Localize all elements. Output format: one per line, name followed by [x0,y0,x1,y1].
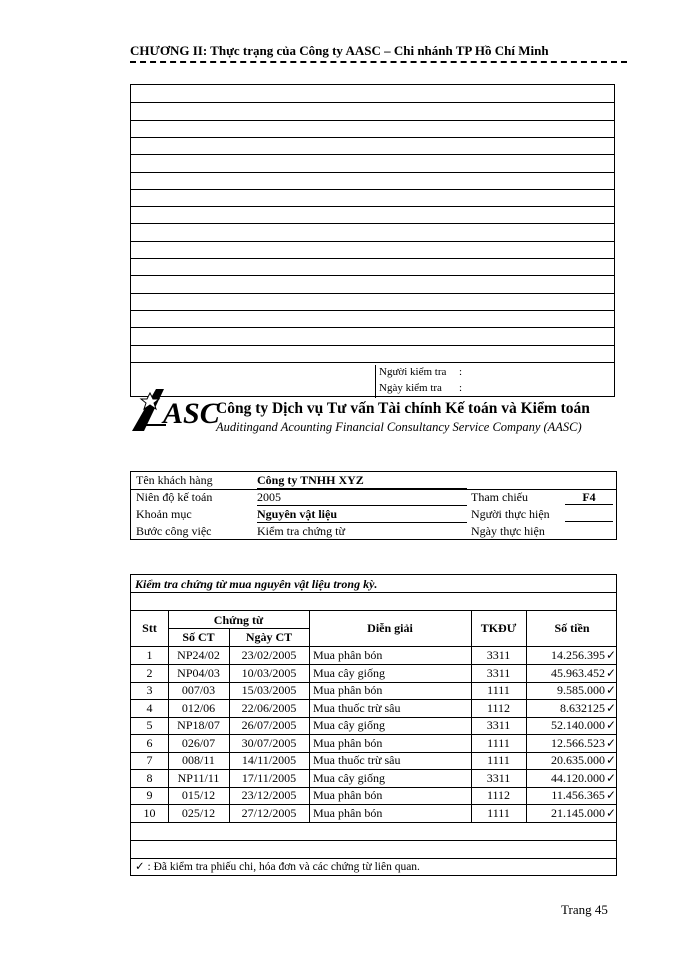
amount-value: 21.145.000 [550,805,605,820]
table-cell-no: 015/12 [181,788,216,802]
ruled-line [131,154,614,155]
table-cell-desc: Mua thuốc trừ sâu [313,700,401,715]
table-cell-acc: 1112 [486,700,511,715]
page-header-title: CHƯƠNG II: Thực trạng của Công ty AASC – Chi nhánh TP Hồ Chí Minh [130,43,549,58]
header-amount: Số tiền [554,621,590,635]
reviewer-row [379,366,463,378]
table-cell-stt: 5 [146,718,153,732]
header-divider [130,61,627,63]
table-cell-date: 22/06/2005 [241,700,297,715]
table-cell-amount [526,752,616,769]
company-name-vi: Công ty Dịch vụ Tư vấn Tài chính Kế toán và Kiểm toán [216,400,590,417]
table-cell-acc: 3311 [486,718,511,732]
table-rule [131,592,616,593]
page-number: Trang 45 [561,902,608,917]
table-cell-no: NP11/11 [177,770,220,785]
table-cell-stt: 3 [146,683,153,697]
review-date-colon: : [459,382,463,394]
table-cell-amount [526,805,616,822]
table-cell-no: NP04/03 [177,665,220,680]
table-cell-date: 23/12/2005 [241,788,297,802]
table-cell-amount [526,787,616,804]
table-cell-amount [526,665,616,682]
table-cell-stt: 9 [146,788,153,802]
table-footnote: ✓ : Đã kiểm tra phiếu chi, hóa đơn và các chứng từ liên quan. [135,861,420,873]
table-rule [131,610,616,611]
table-cell-date: 27/12/2005 [241,805,297,820]
table-cell-no: 012/06 [181,700,216,715]
table-cell-desc: Mua cây giống [313,665,385,680]
header-description: Diễn giải [367,621,413,635]
table-cell-no: NP18/07 [177,718,220,732]
step-label: Bước công việc [136,524,212,538]
table-cell-desc: Mua cây giống [313,718,385,732]
table-cell-no: 026/07 [181,735,216,750]
year-label: Niên độ kế toán [136,490,213,504]
amount-value: 11.456.365 [551,788,605,802]
table-cell-acc: 1112 [486,788,511,802]
header-voucher-date: Ngày CT [245,630,293,644]
amount-value: 52.140.000 [550,718,605,732]
ruled-line [131,327,614,328]
header-account: TKĐƯ [480,621,517,635]
notes-ruled-box [130,84,615,397]
performer-label: Người thực hiện [471,507,550,521]
table-cell-desc: Mua cây giống [313,770,385,785]
table-cell-desc: Mua thuốc trừ sâu [313,753,401,767]
table-title: Kiểm tra chứng từ mua nguyên vật liệu trong kỳ. [135,577,378,591]
table-cell-amount [526,735,616,752]
ruled-line [131,206,614,207]
table-rule [131,822,616,823]
review-divider [375,365,376,398]
purchase-voucher-table [130,574,617,876]
item-value: Nguyên vật liệu [257,507,467,523]
table-cell-date: 30/07/2005 [241,735,297,750]
table-cell-amount [526,717,616,734]
perform-date-value [565,524,613,538]
table-cell-date: 26/07/2005 [241,718,297,732]
step-value: Kiểm tra chứng từ [257,524,345,538]
ruled-line [131,102,614,103]
amount-value: 9.585.000 [556,683,605,697]
company-name-en: Auditingand Acounting Financial Consultancy Service Company (AASC) [216,420,582,434]
table-cell-date: 10/03/2005 [241,665,297,680]
review-date-label: Ngày kiểm tra [379,382,442,394]
header-voucher-no: Số CT [182,630,215,644]
table-cell-acc: 1111 [487,753,510,767]
checkmark-icon: ✓ [605,788,616,802]
table-cell-desc: Mua phân bón [313,683,383,697]
amount-value: 12.566.523 [550,735,605,750]
step-row [131,523,616,540]
table-cell-desc: Mua phân bón [313,648,383,662]
table-rule [131,840,616,841]
ruled-line [131,258,614,259]
ruled-line [131,223,614,224]
amount-value: 20.635.000 [550,753,605,767]
table-cell-amount [526,647,616,664]
ruled-line [131,172,614,173]
amount-value: 45.963.452 [550,665,605,680]
client-info-box [130,471,617,540]
amount-value: 44.120.000 [550,770,605,785]
table-cell-no: NP24/02 [177,648,220,662]
amount-value: 14.256.395 [550,648,605,662]
table-cell-amount [526,700,616,717]
ruled-line [131,241,614,242]
checkmark-icon: ✓ [605,735,616,750]
table-cell-desc: Mua phân bón [313,805,383,820]
table-cell-stt: 7 [146,753,153,767]
client-row [131,472,616,489]
table-cell-no: 025/12 [181,805,216,820]
table-cell-acc: 3311 [486,648,511,662]
table-cell-no: 008/11 [182,753,215,767]
table-rule [168,628,309,629]
table-cell-acc: 1111 [487,805,510,820]
table-cell-stt: 4 [146,700,153,715]
item-row [131,506,616,523]
reference-label: Tham chiếu [471,490,528,504]
checkmark-icon: ✓ [605,648,616,662]
year-row [131,489,616,506]
ruled-line [131,293,614,294]
ruled-line [131,362,614,363]
table-cell-date: 14/11/2005 [241,753,297,767]
table-cell-stt: 8 [146,770,153,785]
ruled-line [131,310,614,311]
checkmark-icon: ✓ [605,718,616,732]
ruled-line [131,345,614,346]
header-voucher: Chứng từ [213,613,264,627]
table-cell-date: 15/03/2005 [241,683,297,697]
table-cell-desc: Mua phân bón [313,788,383,802]
table-cell-amount [526,682,616,699]
table-cell-date: 23/02/2005 [241,648,297,662]
table-cell-acc: 1111 [487,735,510,750]
table-cell-no: 007/03 [181,683,216,697]
perform-date-label: Ngày thực hiện [471,524,545,538]
table-cell-acc: 3311 [486,665,511,680]
performer-value [565,507,613,522]
review-date-row [379,382,463,394]
table-cell-date: 17/11/2005 [241,770,297,785]
ruled-line [131,189,614,190]
header-stt: Stt [142,621,157,635]
reference-value: F4 [565,490,613,505]
ruled-line [131,120,614,121]
client-value: Công ty TNHH XYZ [257,473,467,489]
reviewer-label: Người kiểm tra [379,366,447,378]
table-cell-desc: Mua phân bón [313,735,383,750]
ruled-line [131,275,614,276]
table-cell-acc: 3311 [486,770,511,785]
checkmark-icon: ✓ [605,700,616,715]
checkmark-icon: ✓ [605,753,616,767]
logo-text: ASC [163,397,220,430]
table-cell-stt: 2 [146,665,153,680]
ruled-line [131,137,614,138]
checkmark-icon: ✓ [605,683,616,697]
year-value: 2005 [257,490,467,506]
table-cell-stt: 6 [146,735,153,750]
item-label: Khoản mục [136,507,192,521]
amount-value: 8.632125 [559,700,605,715]
checkmark-icon: ✓ [605,805,616,820]
client-label: Tên khách hàng [136,473,213,487]
reviewer-colon: : [459,366,463,378]
table-cell-stt: 1 [146,648,153,662]
aasc-logo [130,385,220,435]
checkmark-icon: ✓ [605,770,616,785]
table-cell-acc: 1111 [487,683,510,697]
table-cell-amount [526,770,616,787]
table-cell-stt: 10 [143,805,156,820]
checkmark-icon: ✓ [605,665,616,680]
